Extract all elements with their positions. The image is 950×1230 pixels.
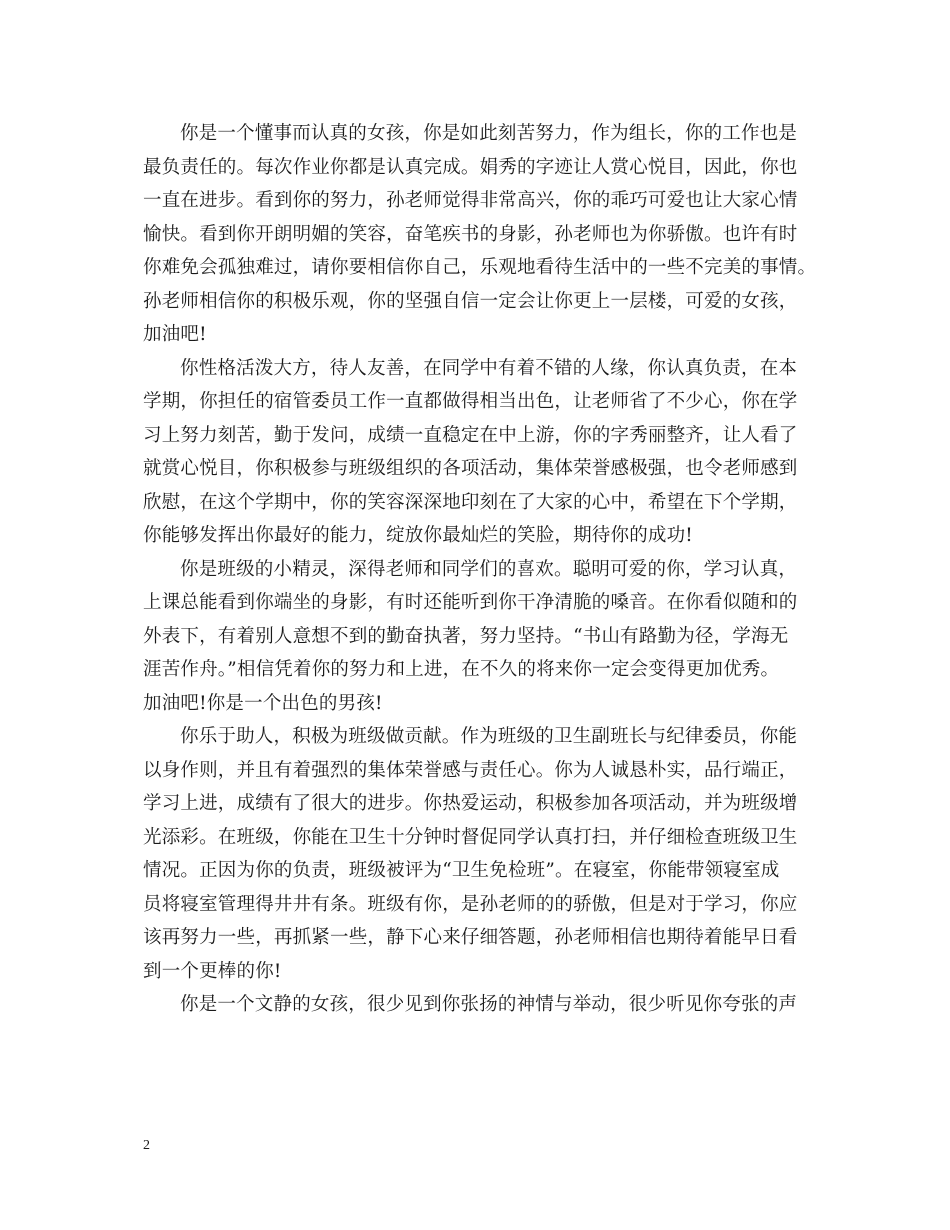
text-line: 光添彩。在班级，你能在卫生十分钟时督促同学认真打扫，并仔细检查班级卫生: [143, 826, 798, 848]
document-body: [143, 117, 817, 1022]
text-line: 上课总能看到你端坐的身影，有时还能听到你干净清脆的嗓音。在你看似随和的: [143, 592, 798, 613]
text-line: 学习上进，成绩有了很大的进步。你热爱运动，积极参加各项活动，并为班级增: [143, 793, 798, 814]
text-line: 你性格活泼大方，待人友善，在同学中有着不错的人缘，你认真负责，在本: [180, 357, 798, 379]
text-line: 加油吧!你是一个出色的男孩!: [143, 692, 383, 714]
text-line: 该再努力一些，再抓紧一些，静下心来仔细答题，孙老师相信也期待着能早日看: [143, 927, 798, 948]
text-line: 孙老师相信你的积极乐观，你的坚强自信一定会让你更上一层楼，可爱的女孩，: [143, 290, 798, 312]
text-line: 外表下，有着别人意想不到的勤奋执著，努力坚持。“书山有路勤为径，学海无: [143, 625, 789, 647]
text-line: 涯苦作舟。”相信凭着你的努力和上进，在不久的将来你一定会变得更加优秀。: [143, 659, 780, 680]
text-line: 到一个更棒的你!: [143, 960, 282, 982]
text-line: 你乐于助人，积极为班级做贡献。作为班级的卫生副班长与纪律委员，你能: [180, 726, 798, 747]
page-number: 2: [143, 1138, 150, 1153]
text-line: 你是班级的小精灵，深得老师和同学们的喜欢。聪明可爱的你，学习认真，: [180, 558, 798, 580]
text-line: 一直在进步。看到你的努力，孙老师觉得非常高兴，你的乖巧可爱也让大家心情: [143, 190, 798, 211]
text-line: 欣慰，在这个学期中，你的笑容深深地印刻在了大家的心中，希望在下个学期，: [143, 491, 798, 513]
text-line: 员将寝室管理得井井有条。班级有你，是孙老师的的骄傲，但是对于学习，你应: [143, 893, 798, 915]
text-line: 你难免会孤独难过，请你要相信你自己，乐观地看待生活中的一些不完美的事情。: [143, 257, 817, 278]
text-line: 情况。正因为你的负责，班级被评为“卫生免检班”。在寝室，你能带领寝室成: [143, 860, 780, 881]
text-line: 以身作则，并且有着强烈的集体荣誉感与责任心。你为人诚恳朴实，品行端正，: [143, 759, 798, 781]
text-line: 你是一个文静的女孩，很少见到你张扬的神情与举动，很少听见你夸张的声: [180, 994, 798, 1015]
text-line: 就赏心悦目，你积极参与班级组织的各项活动，集体荣誉感极强，也令老师感到: [143, 458, 798, 479]
text-line: 愉快。看到你开朗明媚的笑容，奋笔疾书的身影，孙老师也为你骄傲。也许有时: [143, 223, 798, 245]
text-line: 习上努力刻苦，勤于发问，成绩一直稳定在中上游，你的字秀丽整齐，让人看了: [143, 424, 798, 446]
text-line: 你是一个懂事而认真的女孩，你是如此刻苦努力，作为组长，你的工作也是: [180, 123, 798, 144]
text-line: 加油吧!: [143, 324, 207, 345]
text-line: 学期，你担任的宿管委员工作一直都做得相当出色，让老师省了不少心，你在学: [143, 391, 798, 412]
text-line: 你能够发挥出你最好的能力，绽放你最灿烂的笑脸，期待你的成功!: [143, 525, 693, 546]
text-line: 最负责任的。每次作业你都是认真完成。娟秀的字迹让人赏心悦目，因此，你也: [143, 156, 798, 178]
